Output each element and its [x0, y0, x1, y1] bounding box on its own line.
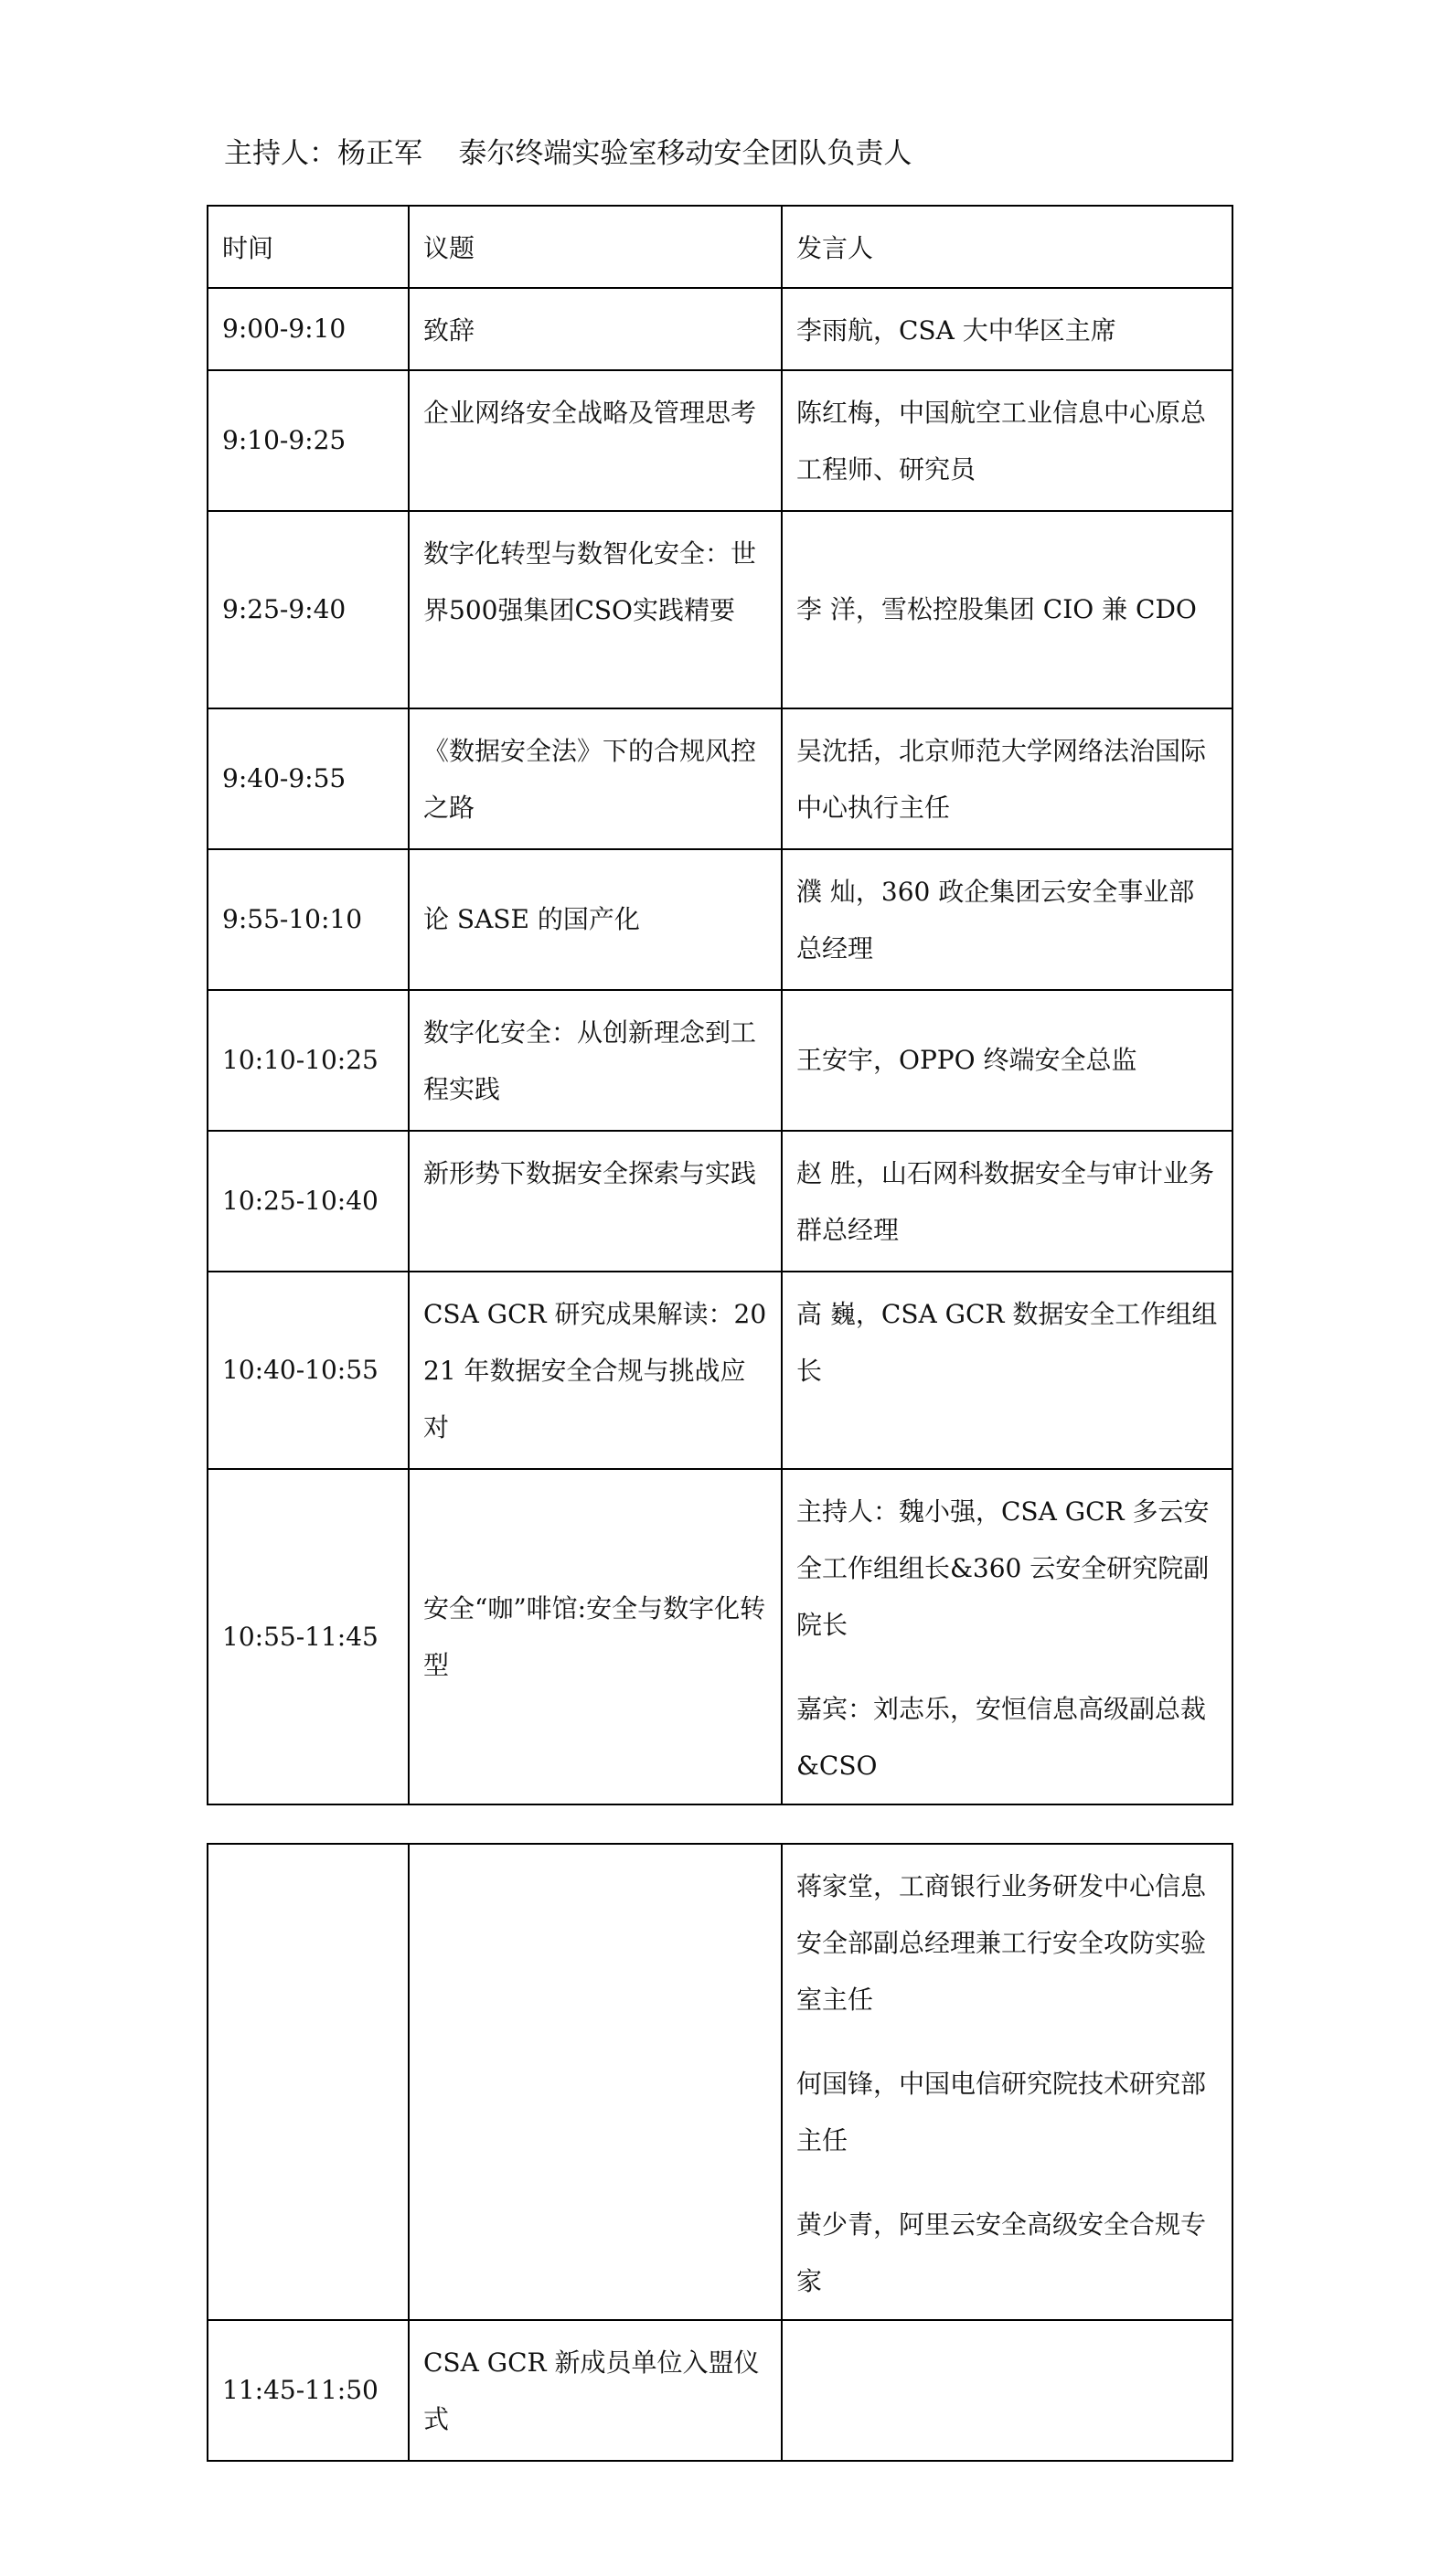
row-time: 9:55-10:10 — [208, 849, 409, 990]
row-topic: 安全“咖”啡馆:安全与数字化转型 — [409, 1469, 782, 1804]
speaker-entry: 王安宇，OPPO 终端安全总监 — [796, 1045, 1137, 1075]
host-line: 主持人：杨正军 泰尔终端实验室移动安全团队负责人 — [224, 137, 912, 170]
speaker-entry: 李 洋，雪松控股集团 CIO 兼 CDO — [796, 594, 1197, 624]
row-topic: 论 SASE 的国产化 — [409, 849, 782, 990]
table-row — [208, 1469, 1232, 1804]
row-time: 9:25-9:40 — [208, 511, 409, 708]
row-speaker — [782, 1131, 1232, 1272]
row-topic — [409, 1844, 782, 2320]
row-time: 10:55-11:45 — [208, 1469, 409, 1804]
header-topic: 议题 — [409, 206, 782, 288]
speaker-entry: 高 巍，CSA GCR 数据安全工作组组长 — [796, 1299, 1218, 1386]
header-time: 时间 — [208, 206, 409, 288]
header-speaker: 发言人 — [782, 206, 1232, 288]
row-time: 10:40-10:55 — [208, 1272, 409, 1469]
agenda-table-continued — [207, 1843, 1233, 2462]
table-row — [208, 2320, 1232, 2461]
table-row — [208, 1844, 1232, 2320]
row-topic: 《数据安全法》下的合规风控之路 — [409, 708, 782, 849]
table-row — [208, 990, 1232, 1131]
row-time: 9:00-9:10 — [208, 288, 409, 370]
speaker-entry: 赵 胜，山石网科数据安全与审计业务群总经理 — [796, 1158, 1214, 1245]
row-speaker — [782, 2320, 1232, 2461]
agenda-table — [207, 205, 1233, 1805]
row-speaker — [782, 990, 1232, 1131]
row-topic: 新形势下数据安全探索与实践 — [409, 1131, 782, 1272]
speaker-entry: 李雨航，CSA 大中华区主席 — [796, 315, 1116, 346]
row-time: 9:40-9:55 — [208, 708, 409, 849]
row-topic: 数字化转型与数智化安全：世界500强集团CSO实践精要 — [409, 511, 782, 708]
row-speaker — [782, 370, 1232, 511]
row-speaker — [782, 288, 1232, 370]
speaker-entry: 陈红梅，中国航空工业信息中心原总工程师、研究员 — [796, 398, 1207, 484]
row-time: 9:10-9:25 — [208, 370, 409, 511]
row-speaker — [782, 1469, 1232, 1804]
table-header-row — [208, 206, 1232, 288]
table-row — [208, 1272, 1232, 1469]
table-row — [208, 849, 1232, 990]
speaker-entry: 黄少青，阿里云安全高级安全合规专家 — [796, 2209, 1207, 2296]
row-speaker — [782, 849, 1232, 990]
table-row — [208, 288, 1232, 370]
row-topic: 致辞 — [409, 288, 782, 370]
table-row — [208, 511, 1232, 708]
row-time: 10:25-10:40 — [208, 1131, 409, 1272]
table-row — [208, 708, 1232, 849]
speaker-entry: 嘉宾：刘志乐，安恒信息高级副总裁&CSO — [796, 1694, 1207, 1781]
row-speaker — [782, 1272, 1232, 1469]
row-time: 11:45-11:50 — [208, 2320, 409, 2461]
row-time: 10:10-10:25 — [208, 990, 409, 1131]
row-topic: CSA GCR 新成员单位入盟仪式 — [409, 2320, 782, 2461]
table-row — [208, 370, 1232, 511]
table-row — [208, 1131, 1232, 1272]
speaker-entry: 蒋家堂，工商银行业务研发中心信息安全部副总经理兼工行安全攻防实验室主任 — [796, 1871, 1207, 2015]
speaker-entry: 吴沈括，北京师范大学网络法治国际中心执行主任 — [796, 736, 1207, 823]
row-topic: CSA GCR 研究成果解读：2021 年数据安全合规与挑战应对 — [409, 1272, 782, 1469]
row-speaker — [782, 708, 1232, 849]
row-speaker — [782, 511, 1232, 708]
row-time — [208, 1844, 409, 2320]
speaker-entry: 何国锋，中国电信研究院技术研究部主任 — [796, 2069, 1207, 2156]
row-topic: 企业网络安全战略及管理思考 — [409, 370, 782, 511]
row-topic: 数字化安全：从创新理念到工程实践 — [409, 990, 782, 1131]
speaker-entry: 濮 灿，360 政企集团云安全事业部总经理 — [796, 877, 1195, 963]
row-speaker — [782, 1844, 1232, 2320]
speaker-entry: 主持人：魏小强，CSA GCR 多云安全工作组组长&360 云安全研究院副院长 — [796, 1496, 1210, 1640]
